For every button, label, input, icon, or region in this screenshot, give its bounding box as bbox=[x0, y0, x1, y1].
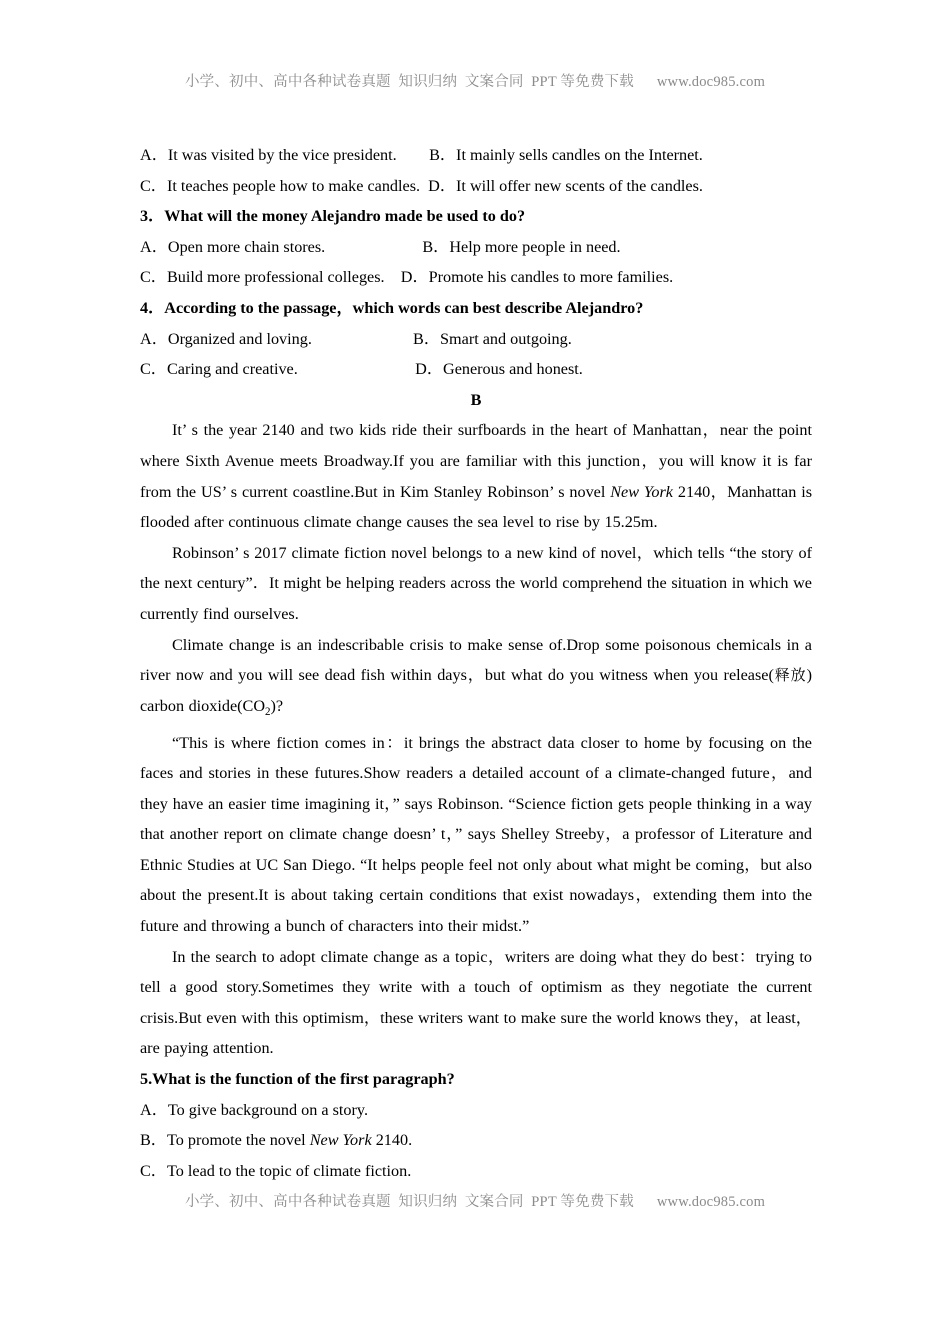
question-3-stem: 3．What will the money Alejandro made be used to do? bbox=[140, 207, 526, 226]
q3-option-row-cd: C．Build more professional colleges. D．Promote his candles to more families. bbox=[140, 268, 674, 287]
q5-option-c bbox=[140, 1156, 812, 1187]
passage-paragraph-5: In the search to adopt climate change as a topic，writers are doing what they do best：trying to tell a good story.Sometimes they write with a touch of optimism as they negotiate the current crisis.But even with this optimism，these writers want to make sure the world knows they，at least，are paying attention. bbox=[140, 947, 812, 1058]
q2-option-row-ab: A．It was visited by the vice president. B．It mainly sells candles on the Internet. bbox=[140, 146, 703, 164]
q4-option-row-ab: A．Organized and loving. B．Smart and outgoing. bbox=[140, 329, 572, 348]
section-letter-b: B bbox=[470, 390, 482, 409]
q5-option-b bbox=[140, 1125, 812, 1156]
passage-paragraph-3: Climate change is an indescribable crisis to make sense of.Drop some poisonous chemicals in a river now and you will see dead fish within days，but what do you witness when you release(释放) carbon $dioxide(CO_2)$? bbox=[140, 635, 812, 718]
q5-option-a-label: A． bbox=[140, 1100, 168, 1119]
q5-option-c-text: To lead to the topic of climate fiction. bbox=[166, 1161, 412, 1180]
q5-option-b-text: To promote the novel New York 2140. bbox=[166, 1131, 413, 1150]
question-4-stem: 4．According to the passage，which words can best describe Alejandro? bbox=[140, 298, 644, 317]
q5-option-c-label: C． bbox=[140, 1161, 167, 1180]
passage-paragraph-4: “This is where fiction comes in：it brings the abstract data closer to home by focusing on the faces and stories in these futures.Show readers a detailed account of a climate-changed future，and they have an easier time imagining it，” says Robinson. “Science fiction gets people thinking in a way that another report on climate change doesn’ t，” says Shelley Streeby，a professor of Literature and Ethnic Studies at UC San Diego. “It helps people feel not only about what might be coming，but also about the present.It is about taking certain conditions that exist nowadays，extending them into the future and throwing a bunch of characters into their midst.” bbox=[140, 733, 812, 936]
q4-option-row-cd: C．Caring and creative. D．Generous and honest. bbox=[140, 360, 583, 379]
q2-option-row-cd: C．It teaches people how to make candles. D．It will offer new scents of the candles. bbox=[140, 176, 703, 195]
q5-option-a-text: To give background on a story. bbox=[167, 1100, 369, 1119]
passage-paragraph-2: Robinson’ s 2017 climate fiction novel belongs to a new kind of novel，which tells “the story of the next century”．It might be helping readers across the world comprehend the situation in which we currently find ourselves. bbox=[140, 543, 812, 623]
page-footer: 小学、初中、高中各种试卷真题 知识归纳 文案合同 PPT 等免费下载 www.doc985.com bbox=[184, 1194, 766, 1210]
q3-option-row-ab: A．Open more chain stores. B．Help more people in need. bbox=[140, 237, 621, 256]
passage-paragraph-1: It’ s the year 2140 and two kids ride their surfboards in the heart of Manhattan，near the point where Sixth Avenue meets Broadway.If you are familiar with this junction，you will know it is far from the US’ s current coastline.But in Kim Stanley Robinson’ s novel New York 2140，Manhattan is flooded after continuous climate change causes the sea level to rise by 15.25m. bbox=[140, 421, 813, 532]
q5-option-a bbox=[140, 1095, 812, 1126]
document-body bbox=[140, 140, 812, 1186]
page-header: 小学、初中、高中各种试卷真题 知识归纳 文案合同 PPT 等免费下载 www.doc985.com bbox=[184, 74, 766, 90]
question-5-stem: 5.What is the function of the first paragraph? bbox=[140, 1070, 455, 1089]
q5-option-b-label: B． bbox=[140, 1131, 167, 1150]
